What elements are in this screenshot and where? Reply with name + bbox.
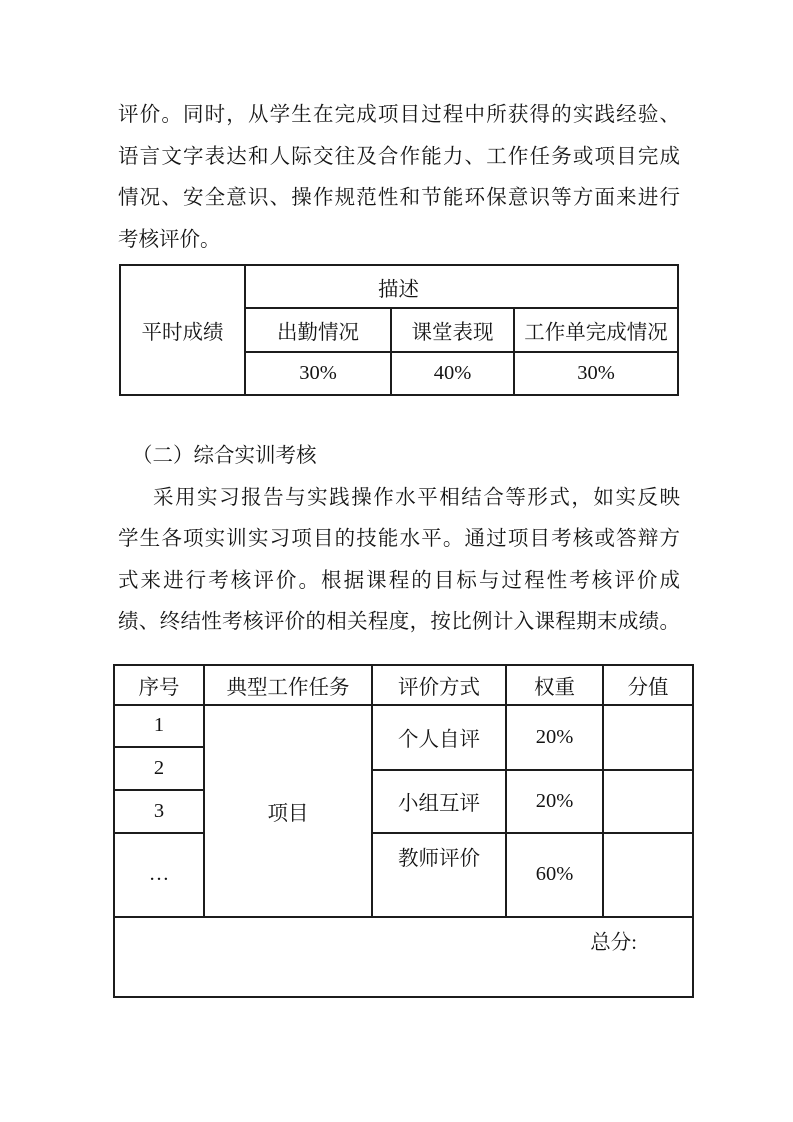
method-cell: 教师评价: [372, 833, 506, 917]
column-header-cell: 课堂表现: [391, 308, 514, 352]
paragraph-assessment-method: [118, 478, 680, 644]
typical-task-cell: 项目: [204, 705, 372, 917]
header-cell-weight: 权重: [506, 665, 603, 705]
weight-value-cell: 30%: [514, 352, 678, 395]
paragraph-line: 语言文字表达和人际交往及合作能力、工作任务或项目完成: [118, 145, 680, 168]
table-row: [120, 265, 678, 308]
header-cell-method: 评价方式: [372, 665, 506, 705]
paragraph-line: 评价。同时，从学生在完成项目过程中所获得的实践经验、: [118, 104, 680, 126]
paragraph-line: 式来进行考核评价。根据课程的目标与过程性考核评价成: [118, 569, 680, 592]
comprehensive-assessment-table: [113, 664, 694, 998]
table-header-row: [114, 665, 693, 705]
table-row: [114, 705, 693, 747]
score-cell: [603, 770, 693, 833]
table-total-row: [114, 917, 693, 997]
weight-value-cell: 30%: [245, 352, 391, 395]
paragraph-evaluation-criteria: [118, 95, 680, 261]
table-row: [114, 833, 693, 917]
column-header-cell: 工作单完成情况: [514, 308, 678, 352]
method-cell: 个人自评: [372, 705, 506, 770]
paragraph-line: 情况、安全意识、操作规范性和节能环保意识等方面来进行: [118, 187, 680, 209]
paragraph-line: 采用实习报告与实践操作水平相结合等形式，如实反映: [153, 486, 680, 509]
column-header-cell: 出勤情况: [245, 308, 391, 352]
weight-cell: 20%: [506, 705, 603, 770]
header-cell-serial: 序号: [114, 665, 204, 705]
weight-cell: 20%: [506, 770, 603, 833]
weight-cell: 60%: [506, 833, 603, 917]
header-cell-task: 典型工作任务: [204, 665, 372, 705]
total-score-cell: 总分:: [114, 917, 693, 997]
header-cell-score: 分值: [603, 665, 693, 705]
method-cell: 小组互评: [372, 770, 506, 833]
paragraph-line: 学生各项实训实习项目的技能水平。通过项目考核或答辩方: [118, 528, 680, 550]
serial-cell: 3: [114, 790, 204, 833]
score-cell: [603, 705, 693, 770]
regular-grades-table: [119, 264, 679, 396]
weight-value-cell: 40%: [391, 352, 514, 395]
paragraph-line: 考核评价。: [118, 228, 221, 251]
section-heading: （二）综合实训考核: [132, 445, 317, 467]
serial-cell: 2: [114, 747, 204, 790]
page-content: [118, 0, 680, 998]
serial-cell: 1: [114, 705, 204, 747]
paragraph-line: 绩、终结性考核评价的相关程度，按比例计入课程期末成绩。: [118, 611, 680, 633]
description-header-cell: 描述: [245, 265, 678, 308]
regular-grades-label-cell: 平时成绩: [120, 265, 245, 395]
score-cell: [603, 833, 693, 917]
serial-cell: …: [114, 833, 204, 917]
